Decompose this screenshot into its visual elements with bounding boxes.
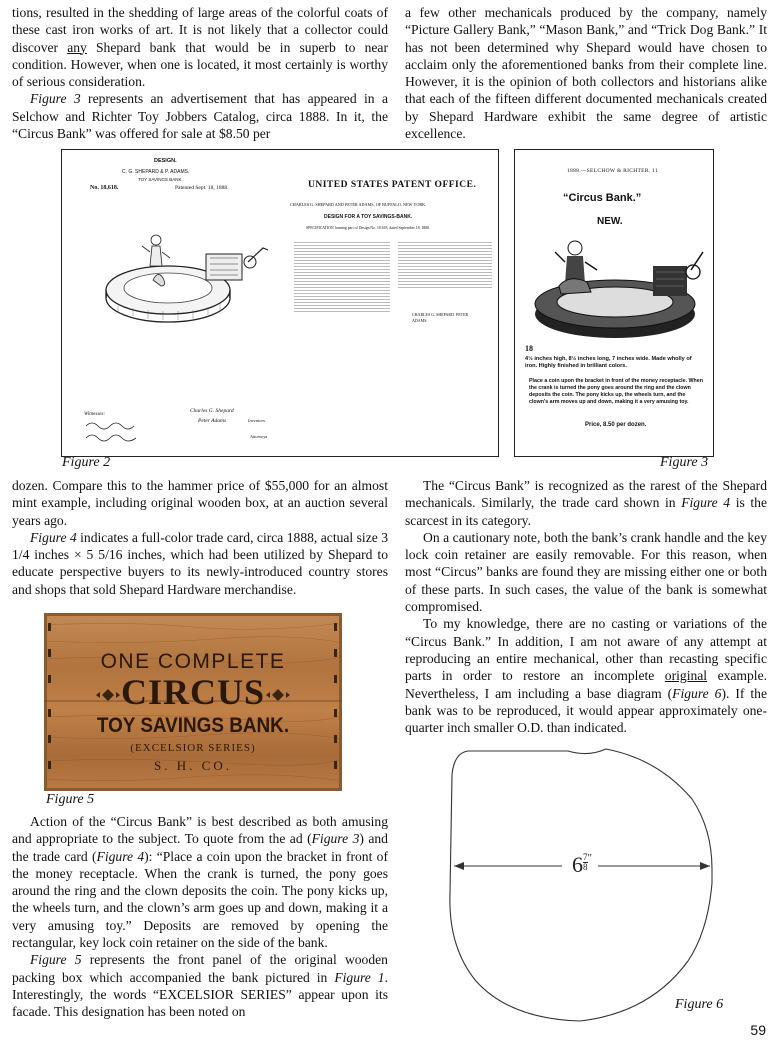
arrow-right-icon [700, 862, 710, 870]
figure-2-caption: Figure 2 [62, 455, 111, 470]
paragraph: Figure 5 represents the front panel of the original wooden packing box which accompanied the bank pictured in Figure 1. Interestingly, the words “EXCELSIOR SERIES” appear upon its facade. This designation has been noted on [12, 952, 388, 1020]
ad-description: 4½ inches high, 8½ inches long, 7 inches wide. Made wholly of iron. Highly finished in brilliant colors. [525, 356, 692, 369]
ad-bank-illustration [523, 232, 707, 344]
box-line-3: TOY SAVINGS BANK. [96, 714, 290, 737]
figure-2-patent [61, 149, 499, 457]
patent-inventor-line: CHARLES G. SHEPARD AND PETER ADAMS, OF BUFFALO, NEW YORK. [290, 202, 427, 207]
patent-design-title: DESIGN FOR A TOY SAVINGS-BANK. [324, 214, 413, 220]
arrow-left-icon [454, 862, 464, 870]
base-outline [450, 749, 712, 1021]
signature-1: Charles G. Shepard [190, 408, 234, 414]
paragraph: To my knowledge, there are no casting or variations of the “Circus Bank.” In addition, I am not aware of any attempt at reproducing an entire mechanical, other than recasting specific parts in order to restore an incomplete original example. Nevertheless, I am including a base diagram (Figure 6). If the bank was to be reproduced, it would appear approximately one-quarter inch smaller O.D. than indicated. [405, 616, 768, 736]
ad-title: “Circus Bank.” [563, 192, 642, 204]
dimension-label: 6 $\frac{7}{8}$ " [572, 852, 592, 877]
design-heading: DESIGN. [154, 158, 177, 164]
text-column-top-left [12, 4, 388, 142]
ad-new: NEW. [597, 216, 623, 227]
figure-6-caption: Figure 6 [675, 997, 724, 1012]
text-column-mid-right [405, 477, 767, 736]
attorneys-label: Attorneys [250, 434, 268, 439]
patent-office-title: UNITED STATES PATENT OFFICE. [308, 180, 477, 190]
paragraph: Figure 4 indicates a full-color trade card, circa 1888, actual size 3 1/4 inches × 5 5/16 inches, which had been utilized by Shepard to educate perspective buyers to its newly-introduced country stores and shops that sold Shepard Hardware merchandise. [12, 529, 388, 597]
patent-body-left [294, 240, 390, 314]
patent-signature-names: CHARLES G. SHEPARD. PETER ADAMS. [412, 312, 469, 323]
ad-header: 1888.—SELCHOW & RICHTER. 11 [567, 168, 659, 174]
bank-engraving [98, 220, 273, 335]
figure-3-caption: Figure 3 [660, 455, 709, 470]
ad-price: Price, 8.50 per dozen. [585, 422, 647, 428]
box-line-2: CIRCUS [120, 672, 266, 712]
paragraph: a few other mechanicals produced by the company, namely “Picture Gallery Bank,” “Mason Bank,” and “Trick Dog Bank.” It has not been determined why Shepard would have chosen to acclaim only the aforementioned banks from their complete line. However, it is the opinion of both collectors and historians alike that each of the fifteen different documented mechanicals created by Shepard Hardware exhibit the same degree of artistic excellence. [405, 5, 767, 142]
paragraph: Figure 3 represents an advertisement that has appeared in a Selchow and Richter Toy Jobbers Catalog, circa 1888. In it, the “Circus Bank” was offered for sale at $8.50 per [12, 91, 388, 142]
text-column-top-right [405, 4, 767, 142]
paragraph: tions, resulted in the shedding of large areas of the colorful coats of these cast iron works of art. It is not likely that a collector could discover any Shepard bank that would be in superb to near condition. However, when one is located, it most certainly is worthy of serious consideration. [12, 5, 388, 90]
patent-number: No. 18,618. [90, 185, 119, 191]
patent-bank-line: TOY SAVINGS BANK. [138, 177, 183, 182]
text-column-bottom-left [12, 813, 388, 1021]
figure-5-caption: Figure 5 [46, 792, 95, 807]
box-line-1: ONE COMPLETE [100, 650, 286, 673]
page-number: 59 [750, 1022, 766, 1038]
box-line-5: S. H. CO. [154, 758, 232, 773]
ad-instructions: Place a coin upon the bracket in front of the money receptacle. When the crank is turned the pony goes around the ring and the clown deposits the coin. The pony kicks up, the wheels turn, and the clown's arm moves up and down, making it a very amusing toy. [529, 378, 703, 405]
box-line-4: (EXCELSIOR SERIES) [130, 742, 256, 754]
patent-spec-line: SPECIFICATION forming part of Design No. 18,618, dated September 18, 1888. [306, 226, 430, 230]
figure-3-catalog-ad [514, 149, 714, 457]
witness-signatures [84, 418, 154, 446]
paragraph: The “Circus Bank” is recognized as the rarest of the Shepard mechanicals. Similarly, the trade card shown in Figure 4 is the scarcest in its category. [405, 478, 767, 528]
ad-item-number: 18 [525, 344, 533, 353]
inventors-label: Inventors [248, 418, 265, 423]
text-column-mid-left [12, 477, 388, 598]
paragraph: dozen. Compare this to the hammer price of $55,000 for an almost mint example, including original wooden box, at an auction several years ago. [12, 478, 388, 528]
figure-6-base-diagram [410, 735, 730, 1030]
patent-date: Patented Sept. 18, 1888. [175, 185, 229, 191]
paragraph: On a cautionary note, both the bank’s crank handle and the key lock coin retainer are easily removable. For this reason, when most “Circus” banks are found they are missing either one or both of these parts. In such cases, the value of the bank is somewhat compromised. [405, 529, 767, 615]
witnesses-label: Witnesses: [84, 412, 106, 417]
patent-body-right [398, 240, 492, 290]
patent-inventors: C. G. SHEPARD & P. ADAMS. [122, 169, 190, 175]
signature-2: Peter Adams [198, 418, 227, 424]
figure-5-box-panel [44, 613, 342, 791]
paragraph: Action of the “Circus Bank” is best described as both amusing and appropriate to the subject. To quote from the ad (Figure 3) and the trade card (Figure 4): “Place a coin upon the bracket in front of the money receptacle. When the crank is turned, the pony goes around the ring and the clown deposits the coin. The pony kicks up, the wheels turn, and the clown’s arm goes up and down, making it a very amusing toy.” Deposits are removed by opening the rectangular, key lock coin retainer on the side of the bank. [12, 814, 388, 951]
